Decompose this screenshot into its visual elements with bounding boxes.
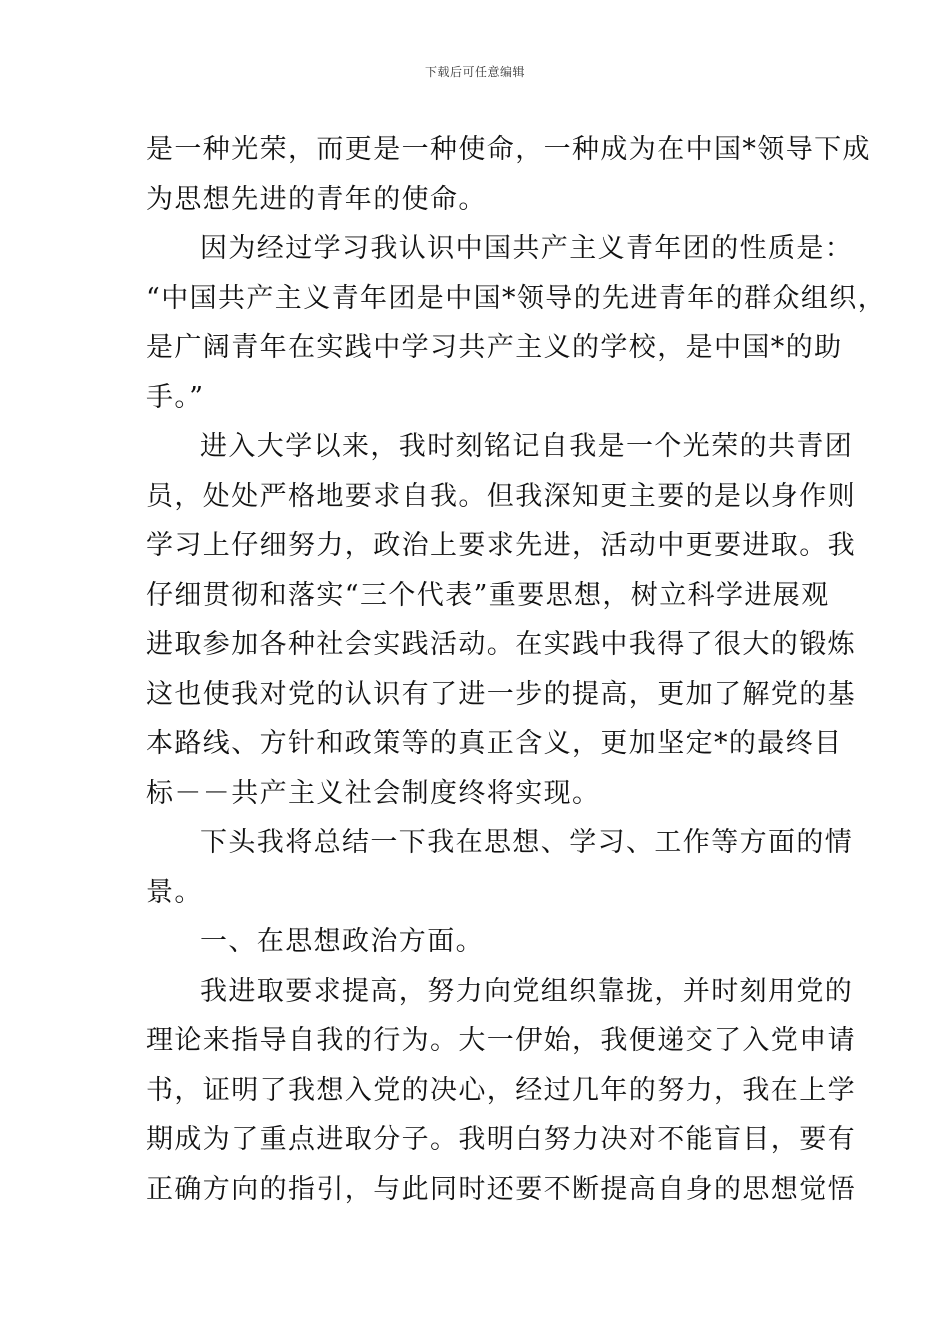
text-line: 正确方向的指引，与此同时还要不断提高自身的思想觉悟: [146, 1173, 856, 1205]
text-line: 书，证明了我想入党的决心，经过几年的努力，我在上学: [146, 1074, 856, 1106]
text-line: 手。”: [146, 381, 205, 413]
text-line: “中国共产主义青年团是中国*领导的先进青年的群众组织，: [146, 282, 887, 314]
page-header: 下载后可任意编辑: [424, 65, 525, 79]
section-heading: 一、在思想政治方面。: [200, 926, 484, 957]
text-line: 学习上仔细努力，政治上要求先进，活动中更要进取。我: [146, 530, 856, 561]
text-line: 标－－共产主义社会制度终将实现。: [146, 777, 601, 809]
body-text: [146, 125, 887, 1214]
text-line: 理论来指导自我的行为。大一伊始，我便递交了入党申请: [146, 1025, 856, 1056]
text-line: 进取参加各种社会实践活动。在实践中我得了很大的锻炼: [146, 629, 856, 660]
text-line: 期成为了重点进取分子。我明白努力决对不能盲目，要有: [146, 1124, 856, 1155]
text-line: 这也使我对党的认识有了进一步的提高，更加了解党的基: [146, 678, 856, 710]
text-line: 我进取要求提高，努力向党组织靠拢，并时刻用党的: [200, 975, 854, 1007]
text-line: 景。: [146, 876, 203, 908]
text-line: 因为经过学习我认识中国共产主义青年团的性质是：: [200, 233, 854, 264]
text-line: 本路线、方针和政策等的真正含义，更加坚定*的最终目: [146, 728, 843, 759]
text-line: 进入大学以来，我时刻铭记自我是一个光荣的共青团: [200, 431, 854, 462]
text-line: 是一种光荣，而更是一种使命，一种成为在中国*领导下成: [146, 134, 871, 165]
text-line: 下头我将总结一下我在思想、学习、工作等方面的情: [200, 827, 854, 858]
text-line: 为思想先进的青年的使命。: [146, 183, 487, 215]
text-line: 员，处处严格地要求自我。但我深知更主要的是以身作则: [146, 480, 856, 512]
text-line: 是广阔青年在实践中学习共产主义的学校，是中国*的助: [146, 332, 843, 363]
text-line: 仔细贯彻和落实“三个代表”重要思想，树立科学进展观: [146, 579, 830, 611]
